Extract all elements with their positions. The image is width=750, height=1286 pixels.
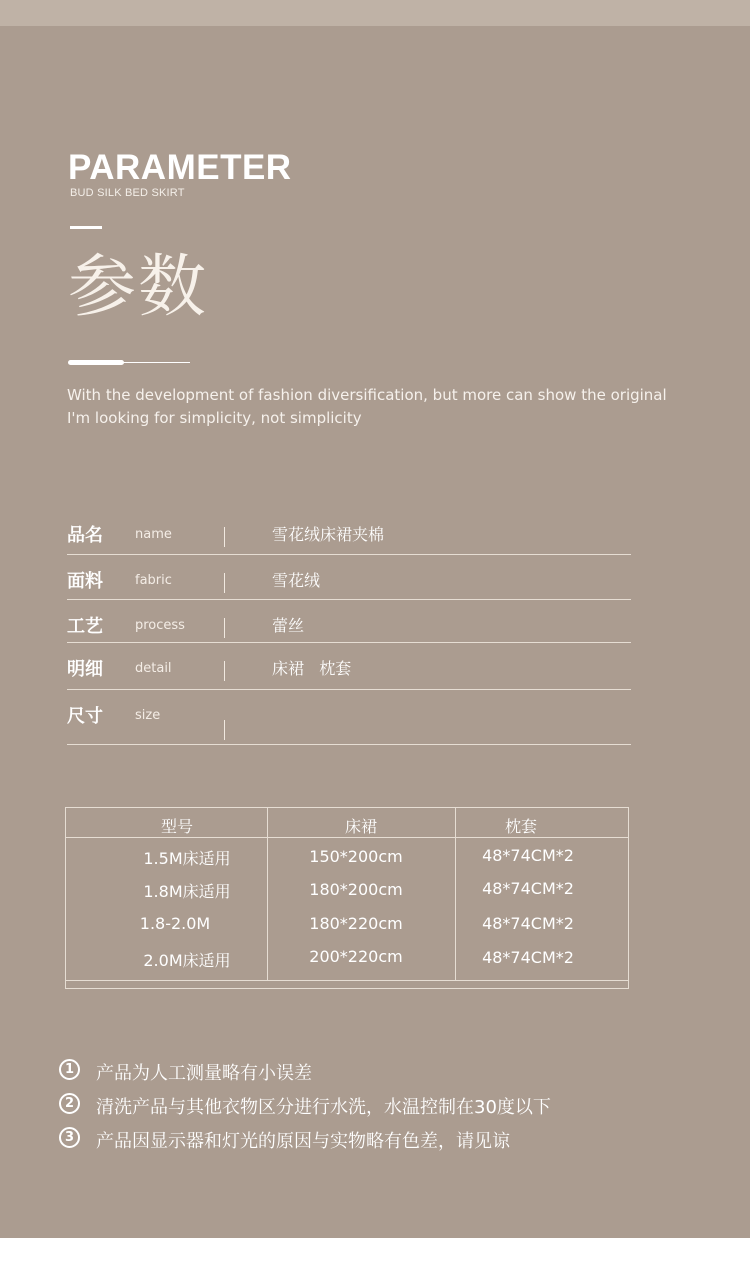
english-subtitle: BUD SILK BED SKIRT <box>70 187 185 199</box>
param-rule <box>67 744 631 745</box>
param-separator <box>224 661 225 681</box>
param-separator <box>224 720 225 740</box>
table-header-bed-skirt: 床裙 <box>344 817 378 836</box>
param-value: 床裙 枕套 <box>272 659 352 678</box>
note-text: 产品因显示器和灯光的原因与实物略有色差，请见谅 <box>96 1131 510 1152</box>
description-line-1: With the development of fashion diversification, but more can show the original <box>67 386 667 404</box>
param-label-cn: 明细 <box>67 659 103 680</box>
table-cell-pillowcase: 48*74CM*2 <box>482 846 574 865</box>
table-cell-model: 2.0M床适用 <box>143 951 231 970</box>
accent-bar <box>68 360 124 365</box>
table-cell-model: 1.5M床适用 <box>143 849 231 868</box>
accent-line <box>120 362 190 363</box>
table-cell-bed-skirt: 180*200cm <box>309 880 403 899</box>
param-label-en: fabric <box>135 573 172 588</box>
table-column-divider <box>267 808 268 980</box>
param-label-en: size <box>135 708 161 723</box>
top-strip <box>0 0 750 26</box>
note-text: 清洗产品与其他衣物区分进行水洗，水温控制在30度以下 <box>96 1097 551 1118</box>
table-cell-pillowcase: 48*74CM*2 <box>482 914 574 933</box>
param-label-en: detail <box>135 661 172 676</box>
note-text: 产品为人工测量略有小误差 <box>96 1063 312 1084</box>
english-title: PARAMETER <box>68 148 292 187</box>
table-cell-model: 1.8M床适用 <box>143 882 231 901</box>
param-separator <box>224 527 225 547</box>
param-value: 蕾丝 <box>272 616 305 635</box>
param-label-cn: 品名 <box>67 525 103 546</box>
table-column-divider <box>455 808 456 980</box>
table-header-rule <box>66 837 628 838</box>
table-header-model: 型号 <box>160 817 194 836</box>
table-cell-model: 1.8-2.0M <box>139 914 211 933</box>
param-label-en: process <box>135 618 185 633</box>
table-cell-pillowcase: 48*74CM*2 <box>482 879 574 898</box>
param-separator <box>224 618 225 638</box>
param-separator <box>224 573 225 593</box>
param-label-cn: 面料 <box>67 571 103 592</box>
title-dash <box>70 226 102 229</box>
param-row-fabric <box>67 555 631 600</box>
param-row-detail <box>67 643 631 690</box>
circled-number-icon: 2 <box>59 1093 80 1114</box>
table-cell-bed-skirt: 180*220cm <box>309 914 403 933</box>
param-row-process <box>67 600 631 643</box>
table-header-pillowcase: 枕套 <box>504 817 538 836</box>
param-value: 雪花绒床裙夹棉 <box>272 525 385 544</box>
param-label-cn: 尺寸 <box>67 706 103 727</box>
param-value: 雪花绒 <box>272 571 321 590</box>
param-row-name <box>67 509 631 555</box>
description-line-2: I'm looking for simplicity, not simplicity <box>67 409 362 427</box>
table-cell-pillowcase: 48*74CM*2 <box>482 948 574 967</box>
table-cell-bed-skirt: 150*200cm <box>309 847 403 866</box>
table-inner-bottom-rule <box>66 980 628 981</box>
param-label-en: name <box>135 527 172 542</box>
chinese-title: 参数 <box>68 248 209 327</box>
param-row-size <box>67 690 631 745</box>
circled-number-icon: 1 <box>59 1059 80 1080</box>
param-label-cn: 工艺 <box>67 616 103 637</box>
table-cell-bed-skirt: 200*220cm <box>309 947 403 966</box>
size-table <box>65 807 629 989</box>
circled-number-icon: 3 <box>59 1127 80 1148</box>
